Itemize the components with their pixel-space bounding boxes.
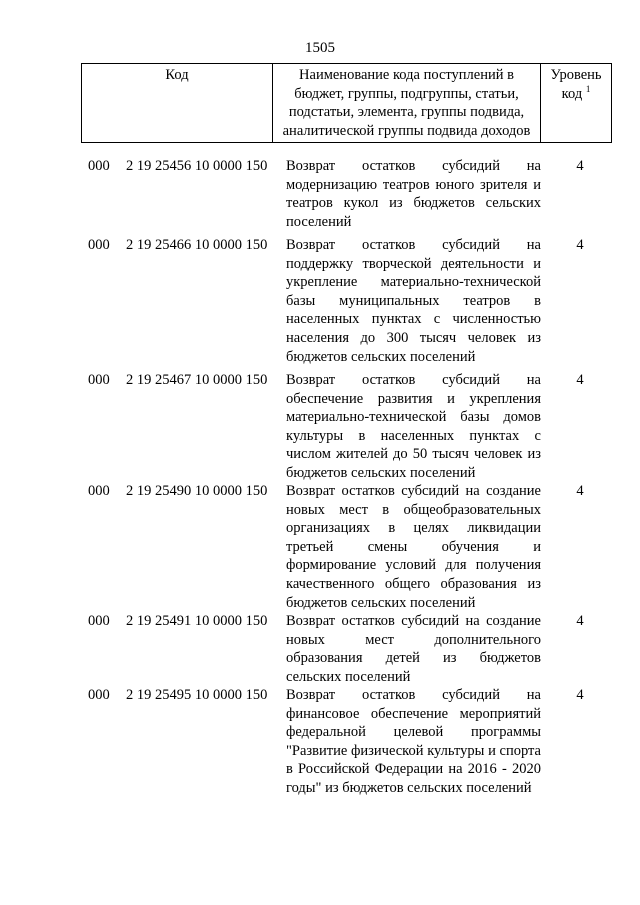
income-code-list — [0, 157, 640, 816]
table-row — [0, 612, 640, 686]
admin-code: 000 — [88, 613, 110, 629]
admin-code: 000 — [88, 483, 110, 499]
income-code: 2 19 25491 10 0000 150 — [126, 613, 268, 629]
header-name: Наименование кода поступлений в бюджет, группы, подгруппы, статьи, подстатьи, элемента, группы подвида, аналитической группы подвида доходов — [273, 64, 541, 143]
table-row — [0, 686, 640, 816]
code-level: 4 — [576, 687, 584, 703]
footnote-marker: 1 — [585, 83, 591, 94]
table-row — [0, 236, 640, 371]
income-code: 2 19 25490 10 0000 150 — [126, 483, 268, 499]
admin-code: 000 — [88, 687, 110, 703]
income-name: Возврат остатков субсидий на обеспечение развития и укрепления материально-технической базы домов культуры в населенных пунктах с числом жителей до 50 тысяч человек из бюджетов сельских поселений — [286, 372, 541, 481]
page-number: 1505 — [305, 40, 335, 56]
table-header — [81, 63, 612, 143]
income-code: 2 19 25466 10 0000 150 — [126, 237, 268, 253]
admin-code: 000 — [88, 372, 110, 388]
income-code: 2 19 25467 10 0000 150 — [126, 372, 268, 388]
code-level: 4 — [576, 158, 584, 174]
code-level: 4 — [576, 372, 584, 388]
table-row — [0, 371, 640, 482]
header-code: Код — [82, 64, 273, 143]
income-name: Возврат остатков субсидий на финансовое обеспечение мероприятий федеральной целевой программы "Развитие физической культуры и спорта в Российской Федерации на 2016 - 2020 годы" из бюджетов сельских поселений — [286, 687, 541, 796]
income-code: 2 19 25456 10 0000 150 — [126, 158, 268, 174]
header-level — [541, 64, 612, 143]
code-level: 4 — [576, 613, 584, 629]
code-level: 4 — [576, 237, 584, 253]
admin-code: 000 — [88, 237, 110, 253]
code-level: 4 — [576, 483, 584, 499]
admin-code: 000 — [88, 158, 110, 174]
income-name: Возврат остатков субсидий на создание новых мест дополнительного образования детей из бюджетов сельских поселений — [286, 613, 541, 685]
table-row — [0, 157, 640, 236]
income-name: Возврат остатков субсидий на создание новых мест в общеобразовательных организациях в целях ликвидации третьей смены обучения и формирование условий для получения качественного общего образования из бюджетов сельских поселений — [286, 483, 541, 611]
income-name: Возврат остатков субсидий на поддержку творческой деятельности и укрепление материально-технической базы муниципальных театров в населенных пунктах с численностью населения до 300 тысяч человек из бюджетов сельских поселений — [286, 237, 541, 365]
header-level-label: Уровень код — [550, 67, 602, 102]
income-name: Возврат остатков субсидий на модернизацию театров юного зрителя и театров кукол из бюджетов сельских поселений — [286, 158, 541, 230]
table-row — [0, 482, 640, 612]
income-code: 2 19 25495 10 0000 150 — [126, 687, 268, 703]
